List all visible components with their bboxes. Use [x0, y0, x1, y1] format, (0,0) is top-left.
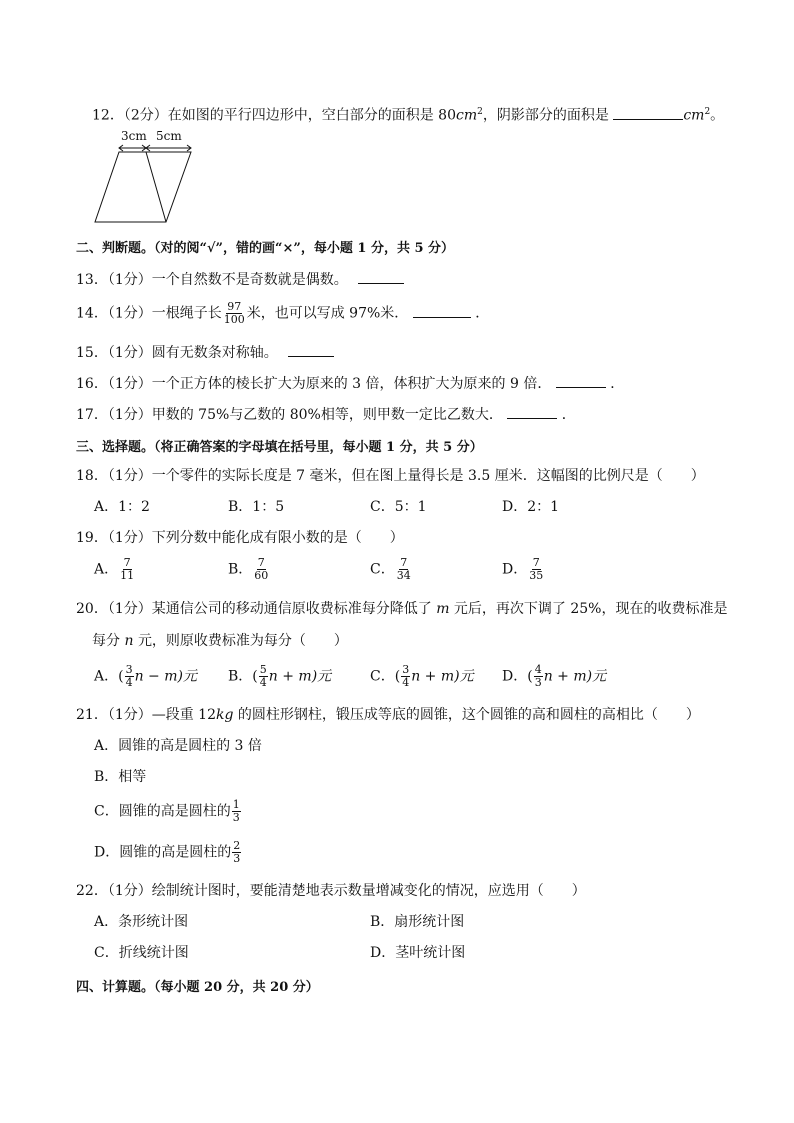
fraction-97-100: $\frac{97}{100}$	[223, 300, 245, 326]
option-a[interactable]: A．1：2	[94, 499, 150, 515]
unit-cm: cm	[456, 107, 478, 124]
option-c[interactable]: C．圆锥的高是圆柱的 $\frac{1}{3}$	[94, 798, 240, 824]
unit-exponent: 2	[704, 107, 711, 117]
punctuation: ．	[561, 407, 576, 423]
option-b[interactable]: B． $\frac{7}{60}$	[228, 556, 269, 582]
unit-kg: kg	[216, 707, 234, 723]
answer-blank[interactable]	[413, 303, 471, 318]
option-c[interactable]: C．5：1	[370, 499, 427, 515]
label-3cm: 3cm	[121, 129, 147, 143]
question-14-suffix: 米，也可以写成 97%米．	[246, 305, 409, 322]
option-c[interactable]: C．折线统计图	[94, 945, 189, 961]
punctuation: 。	[710, 107, 725, 124]
question-16	[76, 373, 624, 393]
section-2-heading: 二、判断题。（对的阅“√”，错的画“×”，每小题 1 分，共 5 分）	[76, 241, 455, 256]
variable-m: m	[436, 601, 450, 617]
question-13-text: 13．（1分）一个自然数不是奇数就是偶数。	[76, 272, 348, 288]
question-14-prefix: 14．（1分）一根绳子长	[76, 305, 222, 322]
option-b[interactable]: B．1：5	[228, 499, 285, 515]
option-a[interactable]: A． $\frac{7}{11}$	[94, 556, 135, 582]
option-d[interactable]: D． $\frac{7}{35}$	[502, 556, 544, 582]
option-a[interactable]: A．条形统计图	[94, 914, 189, 930]
option-d[interactable]: D．圆锥的高是圆柱的 $\frac{2}{3}$	[94, 839, 241, 865]
unit-exponent: 2	[477, 107, 483, 117]
unit-cm: cm	[683, 107, 705, 124]
answer-blank[interactable]	[507, 404, 557, 419]
option-b[interactable]: B．( $\frac{5}{4}$ n + m)元	[228, 663, 332, 689]
parallelogram-outline	[95, 152, 191, 222]
question-18: 18．（1分）一个零件的实际长度是 7 毫米，但在图上量得长是 3.5 厘米．这幅图的比例尺是（ ）	[76, 468, 705, 484]
question-22: 22．（1分）绘制统计图时，要能清楚地表示数量增减变化的情况，应选用（ ）	[76, 883, 586, 899]
answer-blank[interactable]	[288, 342, 334, 357]
option-a[interactable]: A．圆锥的高是圆柱的 3 倍	[94, 738, 262, 754]
question-19: 19．（1分）下列分数中能化成有限小数的是（ ）	[76, 530, 404, 546]
answer-blank[interactable]	[613, 105, 683, 120]
parallelogram-figure	[92, 126, 204, 226]
question-12-mid: ，阴影部分的面积是	[482, 107, 609, 124]
question-12	[92, 103, 724, 125]
label-5cm: 5cm	[156, 129, 182, 143]
question-12-prefix: 12．（2分）在如图的平行四边形中，空白部分的面积是 80	[92, 107, 456, 124]
question-20-line-1: 20．（1分）某通信公司的移动通信原收费标准每分降低了 m 元后，再次下调了 25%，现在的收费标准是	[76, 601, 728, 617]
section-4-heading: 四、计算题。（每小题 20 分，共 20 分）	[76, 980, 319, 995]
variable-n: n	[124, 633, 134, 649]
question-17	[76, 404, 576, 424]
option-b[interactable]: B．扇形统计图	[370, 914, 465, 930]
question-20-line-2: 每分 n 元，则原收费标准为每分（ ）	[92, 633, 348, 649]
option-c[interactable]: C． $\frac{7}{34}$	[370, 556, 411, 582]
question-15-text: 15．（1分）圆有无数条对称轴。	[76, 345, 278, 361]
question-16-text: 16．（1分）一个正方体的棱长扩大为原来的 3 倍，体积扩大为原来的 9 倍．	[76, 376, 552, 392]
question-17-text: 17．（1分）甲数的 75%与乙数的 80%相等，则甲数一定比乙数大．	[76, 407, 503, 423]
question-21: 21．（1分）—段重 12kg 的圆柱形钢柱，锻压成等底的圆锥，这个圆锥的高和圆柱的高相比（ ）	[76, 707, 700, 723]
section-3-heading: 三、选择题。（将正确答案的字母填在括号里，每小题 1 分，共 5 分）	[76, 440, 483, 455]
option-c[interactable]: C．( $\frac{3}{4}$ n + m)元	[370, 663, 474, 689]
diagonal-line	[146, 152, 166, 222]
option-b[interactable]: B．相等	[94, 769, 147, 785]
option-d[interactable]: D．( $\frac{4}{3}$ n + m)元	[502, 663, 607, 689]
answer-blank[interactable]	[358, 269, 404, 284]
answer-blank[interactable]	[556, 373, 606, 388]
punctuation: ．	[610, 376, 625, 392]
option-a[interactable]: A．( $\frac{3}{4}$ n − m)元	[94, 663, 197, 689]
question-13	[76, 269, 404, 289]
question-15	[76, 342, 334, 362]
option-d[interactable]: D．茎叶统计图	[370, 945, 466, 961]
punctuation: ．	[475, 305, 490, 322]
option-d[interactable]: D．2：1	[502, 499, 560, 515]
question-14	[76, 301, 489, 326]
